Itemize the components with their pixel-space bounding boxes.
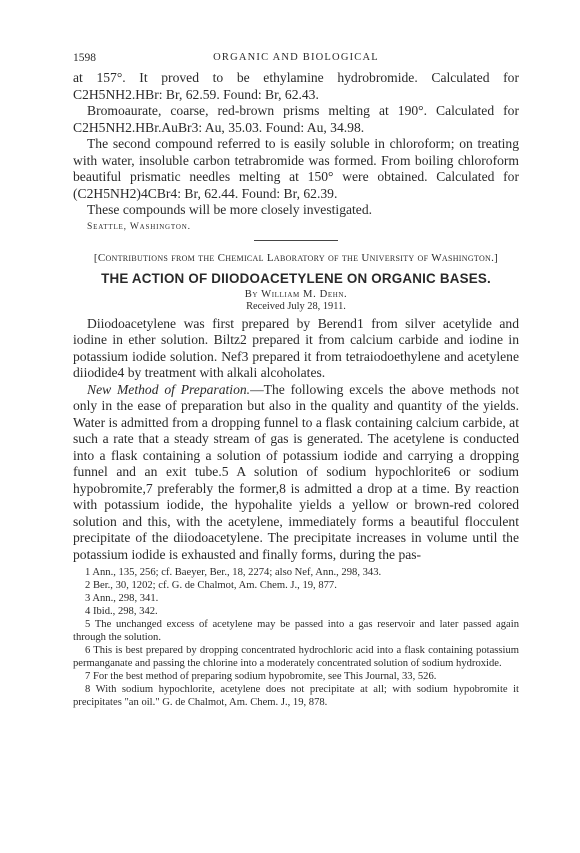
footnotes bbox=[73, 566, 519, 709]
footnote-7: 7 For the best method of preparing sodium hypobromite, see This Journal, 33, 526. bbox=[85, 671, 437, 682]
article-author: By William M. Dehn. bbox=[244, 288, 348, 300]
footnote-4: 4 Ibid., 298, 342. bbox=[85, 606, 158, 617]
paragraph-new-method-text: —The following excels the above methods not only in the ease of preparation but also in the quality and quantity of the yields. Water is admitted from a dropping funnel to a flask containing calcium carbide, at such a rate that a steady stream of gas is generated. The acetylene is conducted into a flask containing a solution of potassium iodide and carrying a dropping funnel and an exit tube.5 A solution of sodium hypochlorite6 or sodium hypobromite,7 preferably the former,8 is admitted a drop at a time. By reaction with potassium iodide, the hypohalite yields a yellow or brown-red colored solution and this, with the acetylene, immediately forms a beautiful flocculent precipitate of the diiodoacetylene. The precipitate increases in volume until the potassium iodide is exhausted and finally forms, during the pas- bbox=[73, 381, 519, 562]
section-divider bbox=[254, 240, 338, 241]
footnote-8: 8 With sodium hypochlorite, acetylene does not precipitate at all; with sodium hypobromite it precipitates "an oil." G. de Chalmot, Am. Chem. J., 19, 878. bbox=[73, 684, 519, 708]
footnote-1: 1 Ann., 135, 256; cf. Baeyer, Ber., 18, 2274; also Nef, Ann., 298, 343. bbox=[85, 567, 382, 578]
received-date: Received July 28, 1911. bbox=[246, 300, 346, 312]
section-heading-new-method: New Method of Preparation. bbox=[87, 381, 251, 397]
running-head: ORGANIC AND BIOLOGICAL bbox=[213, 52, 379, 63]
paragraph-second-compound: The second compound referred to is easily soluble in chloroform; on treating with water, insoluble carbon tetrabromide was formed. From boiling chloroform beautiful prismatic needles melting at 150° were obtained. Calculated for (C2H5NH2)4CBr4: Br, 62.44. Found: Br, 62.39. bbox=[73, 136, 519, 201]
footnote-2: 2 Ber., 30, 1202; cf. G. de Chalmot, Am. Chem. J., 19, 877. bbox=[85, 580, 337, 591]
article-title: THE ACTION OF DIIODOACETYLENE ON ORGANIC BASES. bbox=[101, 270, 491, 286]
paragraph-closing: These compounds will be more closely investigated. bbox=[87, 202, 373, 217]
page-header bbox=[73, 52, 519, 70]
journal-page bbox=[73, 52, 519, 709]
paragraph-ethylamine: at 157°. It proved to be ethylamine hydrobromide. Calculated for C2H5NH2.HBr: Br, 62.59. Found: Br, 62.43. bbox=[73, 70, 519, 102]
footnote-6: 6 This is best prepared by dropping concentrated hydrochloric acid into a flask containing potassium permanganate and passing the chlorine into a moderately concentrated solution of sodium hydroxide. bbox=[73, 645, 519, 669]
paragraph-new-method bbox=[73, 382, 519, 564]
page-number: 1598 bbox=[73, 52, 96, 64]
signature-location: Seattle, Washington. bbox=[87, 220, 191, 232]
footnote-3: 3 Ann., 298, 341. bbox=[85, 593, 159, 604]
paragraph-bromoaurate: Bromoaurate, coarse, red-brown prisms melting at 190°. Calculated for C2H5NH2.HBr.AuBr3: Au, 35.03. Found: Au, 34.98. bbox=[73, 103, 519, 135]
footnote-5: 5 The unchanged excess of acetylene may be passed into a gas reservoir and later passed again through the solution. bbox=[73, 619, 519, 643]
paragraph-history: Diiodoacetylene was first prepared by Berend1 from silver acetylide and iodine in ether solution. Biltz2 prepared it from calcium carbide and iodine in potassium iodide solution. Nef3 prepared it from tetraiodoethylene and acetylene diiodide4 by treatment with alkali alcoholates. bbox=[73, 315, 519, 380]
contribution-note: [Contributions from the Chemical Laboratory of the University of Washington.] bbox=[93, 251, 499, 264]
